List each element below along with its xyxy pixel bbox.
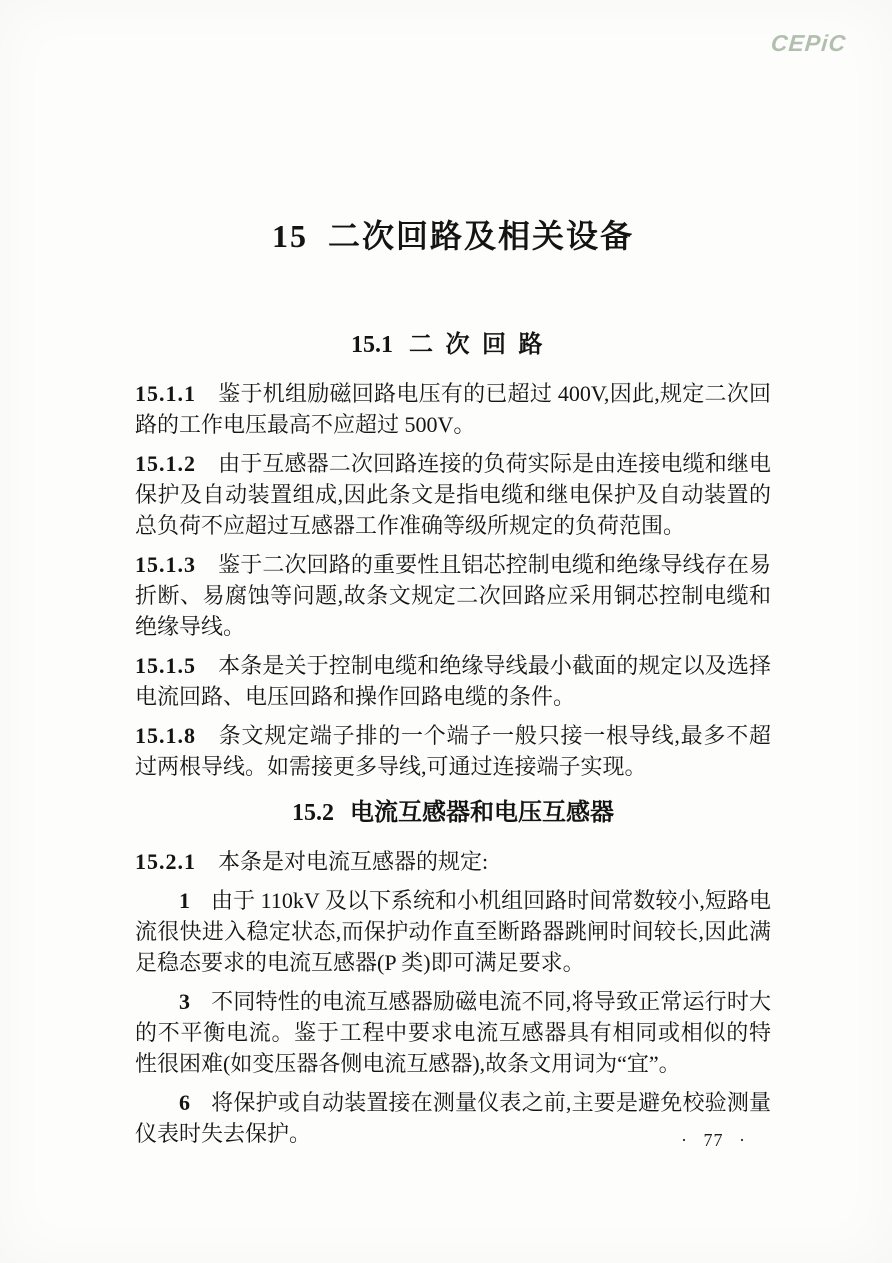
subitem-3 [135,986,771,1079]
clause-number: 15.1.8 [135,723,196,748]
chapter-title [135,216,771,256]
clause-15-1-8 [135,720,771,782]
clause-number: 15.2.1 [135,849,196,874]
subitem-1 [135,885,771,978]
clause-number: 15.1.5 [135,653,196,678]
page-content [135,0,771,1157]
clause-text: 鉴于机组励磁回路电压有的已超过 400V,因此,规定二次回路的工作电压最高不应超过 500V。 [135,381,771,437]
cepic-logo: CEPiC [769,30,848,56]
clause-number: 15.1.2 [135,451,196,476]
clause-text: 鉴于二次回路的重要性且铝芯控制电缆和绝缘导线存在易折断、易腐蚀等问题,故条文规定二次回路应采用铜芯控制电缆和绝缘导线。 [135,552,771,639]
clause-15-1-5 [135,650,771,712]
clause-text: 由于互感器二次回路连接的负荷实际是由连接电缆和继电保护及自动装置组成,因此条文是指电缆和继电保护及自动装置的总负荷不应超过互感器工作准确等级所规定的负荷范围。 [135,451,771,538]
clause-number: 15.1.3 [135,552,196,577]
subitem-6 [135,1087,771,1149]
chapter-number: 15 [271,218,308,254]
item-text: 将保护或自动装置接在测量仪表之前,主要是避免校验测量仪表时失去保护。 [135,1090,771,1146]
clause-15-1-1 [135,378,771,440]
clause-15-1-2 [135,448,771,541]
item-number: 1 [179,888,191,913]
section-name: 电流互感器和电压互感器 [350,800,614,826]
chapter-name: 二次回路及相关设备 [327,218,634,254]
clause-15-2-1 [135,846,771,877]
section-name: 二次回路 [409,332,555,358]
clause-number: 15.1.1 [135,381,196,406]
item-number: 3 [179,989,191,1014]
item-text: 由于 110kV 及以下系统和小机组回路时间常数较小,短路电流很快进入稳定状态,而保护动作直至断路器跳闸时间较长,因此满足稳态要求的电流互感器(P 类)即可满足要求。 [135,888,771,975]
section-heading-15-2 [135,798,771,828]
clause-text: 本条是对电流互感器的规定: [218,849,489,874]
clause-15-1-3 [135,549,771,642]
section-number: 15.1 [351,332,394,358]
clause-text: 本条是关于控制电缆和绝缘导线最小截面的规定以及选择电流回路、电压回路和操作回路电缆的条件。 [135,653,771,709]
clause-text: 条文规定端子排的一个端子一般只接一根导线,最多不超过两根导线。如需接更多导线,可通过连接端子实现。 [135,723,771,779]
page-number: · 77 · [681,1130,746,1150]
section-number: 15.2 [292,800,334,826]
section-heading-15-1 [135,330,771,360]
item-number: 6 [179,1090,191,1115]
item-text: 不同特性的电流互感器励磁电流不同,将导致正常运行时大的不平衡电流。鉴于工程中要求电流互感器具有相同或相似的特性很困难(如变压器各侧电流互感器),故条文用词为“宜”。 [135,989,771,1076]
